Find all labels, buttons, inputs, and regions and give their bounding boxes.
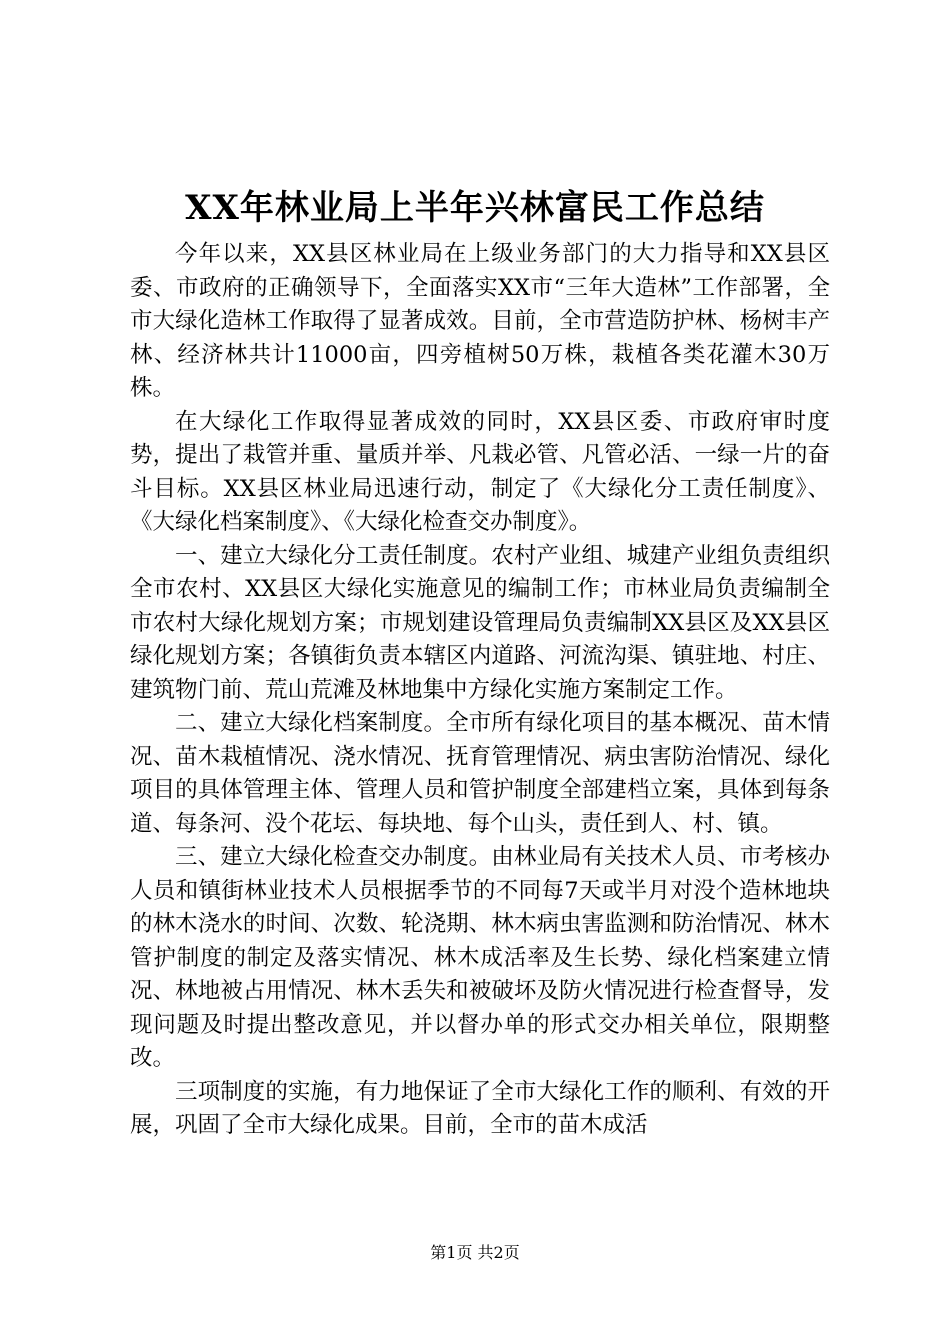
paragraph-archive-system: 二、建立大绿化档案制度。全市所有绿化项目的基本概况、苗木情况、苗木栽植情况、浇水情况、抚育管理情况、病虫害防治情况、绿化项目的具体管理主体、管理人员和管护制度全部建档立案，具体到每条道、每条河、没个花坛、每块地、每个山头，责任到人、村、镇。 [130, 710, 830, 837]
document-body [130, 238, 830, 1143]
paragraph-goals: 在大绿化工作取得显著成效的同时，XX县区委、市政府审时度势，提出了栽管并重、量质并举、凡栽必管、凡管必活、一绿一片的奋斗目标。XX县区林业局迅速行动，制定了《大绿化分工责任制度》、《大绿化档案制度》、《大绿化检查交办制度》。 [130, 408, 830, 535]
paragraph-inspection-system: 三、建立大绿化检查交办制度。由林业局有关技术人员、市考核办人员和镇街林业技术人员根据季节的不同每7天或半月对没个造林地块的林木浇水的时间、次数、轮浇期、林木病虫害监测和防治情况、林木管护制度的制定及落实情况、林木成活率及生长势、绿化档案建立情况、林地被占用情况、林木丢失和被破坏及防火情况进行检查督导，发现问题及时提出整改意见，并以督办单的形式交办相关单位，限期整改。 [130, 844, 830, 1071]
document-title: XX年林业局上半年兴林富民工作总结 [185, 188, 765, 228]
page-number: 第1页 共2页 [430, 1243, 520, 1262]
paragraph-results: 三项制度的实施，有力地保证了全市大绿化工作的顺利、有效的开展，巩固了全市大绿化成果。目前，全市的苗木成活 [130, 1078, 830, 1138]
paragraph-responsibility-system: 一、建立大绿化分工责任制度。农村产业组、城建产业组负责组织全市农村、XX县区大绿化实施意见的编制工作；市林业局负责编制全市农村大绿化规划方案；市规划建设管理局负责编制XX县区及XX县区绿化规划方案；各镇街负责本辖区内道路、河流沟渠、镇驻地、村庄、建筑物门前、荒山荒滩及林地集中方绿化实施方案制定工作。 [130, 542, 830, 703]
paragraph-intro: 今年以来，XX县区林业局在上级业务部门的大力指导和XX县区委、市政府的正确领导下，全面落实XX市“三年大造林”工作部署，全市大绿化造林工作取得了显著成效。目前，全市营造防护林、杨树丰产林、经济林共计11000亩，四旁植树50万株，栽植各类花灌木30万株。 [130, 241, 830, 401]
